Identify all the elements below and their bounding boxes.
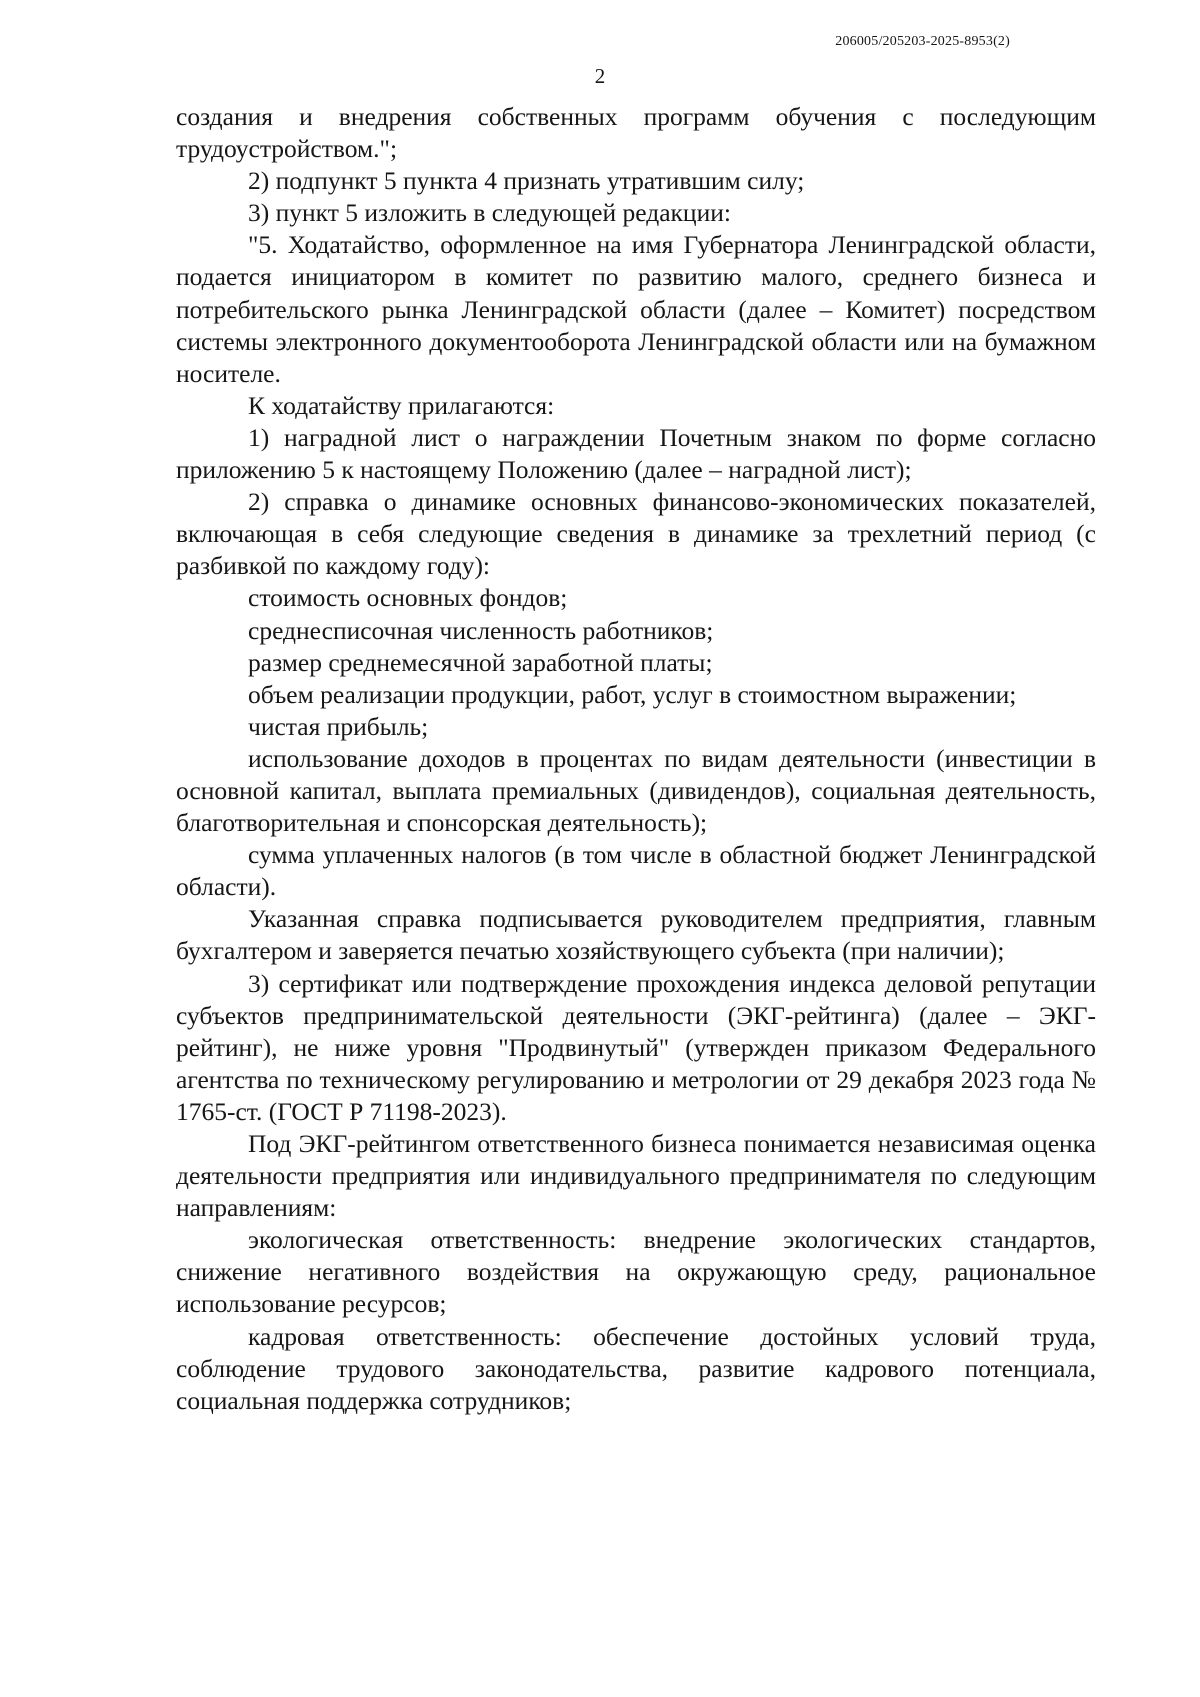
paragraph: "5. Ходатайство, оформленное на имя Губернатора Ленинградской области, подается инициатором в комитет по развитию малого, среднего бизнеса и потребительского рынка Ленинградской области (далее – Комитет) посредством системы электронного документооборота Ленинградской области или на бумажном носителе. xyxy=(176,230,1096,388)
paragraph: 3) пункт 5 изложить в следующей редакции: xyxy=(248,198,731,228)
list-item: сумма уплаченных налогов (в том числе в областной бюджет Ленинградской области). xyxy=(176,840,1096,902)
list-item: чистая прибыль; xyxy=(248,711,429,741)
list-item: экологическая ответственность: внедрение экологических стандартов, снижение негативного воздействия на окружающую среду, рациональное использование ресурсов; xyxy=(176,1225,1096,1319)
paragraph: 1) наградной лист о награждении Почетным знаком по форме согласно приложению 5 к настоящему Положению (далее – наградной лист); xyxy=(176,422,1096,485)
document-body xyxy=(176,101,1096,1417)
paragraph: 2) подпункт 5 пункта 4 признать утратившим силу; xyxy=(248,166,805,196)
document-registration-number: 206005/205203-2025-8953(2) xyxy=(835,34,1010,49)
paragraph: создания и внедрения собственных программ обучения с последующим трудоустройством."; xyxy=(176,102,1096,164)
list-item: объем реализации продукции, работ, услуг в стоимостном выражении; xyxy=(248,679,1017,709)
list-item: кадровая ответственность: обеспечение достойных условий труда, соблюдение трудового законодательства, развитие кадрового потенциала, социальная поддержка сотрудников; xyxy=(176,1321,1096,1415)
page-number: 2 xyxy=(594,64,606,88)
list-item: стоимость основных фондов; xyxy=(248,583,568,613)
paragraph: 2) справка о динамике основных финансово-экономических показателей, включающая в себя следующие сведения в динамике за трехлетний период (с разбивкой по каждому году): xyxy=(176,487,1096,581)
paragraph: К ходатайству прилагаются: xyxy=(248,390,555,420)
list-item: среднесписочная численность работников; xyxy=(248,615,714,645)
paragraph: Под ЭКГ-рейтингом ответственного бизнеса понимается независимая оценка деятельности предприятия или индивидуального предпринимателя по следующим направлениям: xyxy=(176,1129,1096,1223)
paragraph: 3) сертификат или подтверждение прохождения индекса деловой репутации субъектов предпринимательской деятельности (ЭКГ-рейтинга) (далее – ЭКГ-рейтинг), не ниже уровня "Продвинутый" (утвержден приказом Федерального агентства по техническому регулированию и метрологии от 29 декабря 2023 года № 1765-ст. (ГОСТ Р 71198-2023). xyxy=(176,968,1096,1126)
list-item: размер среднемесячной заработной платы; xyxy=(248,647,713,677)
list-item: использование доходов в процентах по видам деятельности (инвестиции в основной капитал, выплата премиальных (дивидендов), социальная деятельность, благотворительная и спонсорская деятельность); xyxy=(176,743,1096,838)
paragraph: Указанная справка подписывается руководителем предприятия, главным бухгалтером и заверяется печатью хозяйствующего субъекта (при наличии); xyxy=(176,904,1096,966)
